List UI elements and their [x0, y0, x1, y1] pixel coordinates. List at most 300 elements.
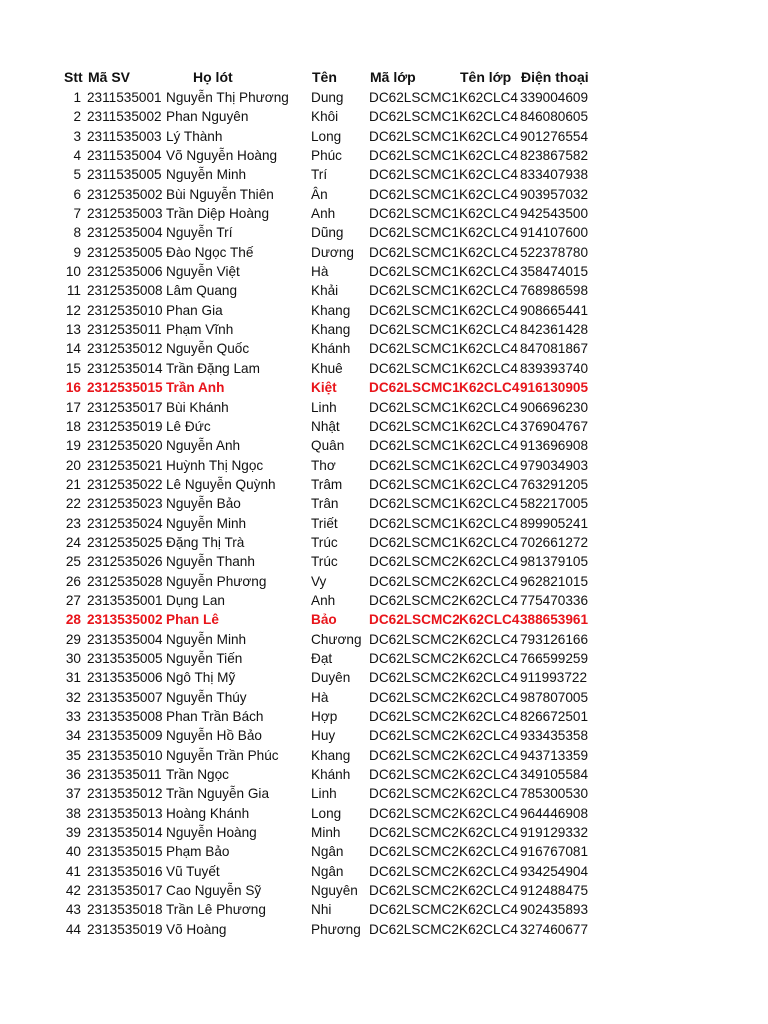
cell-ma-lop: DC62LSCMC2 — [369, 921, 459, 937]
cell-stt: 36 — [65, 767, 81, 783]
cell-stt: 42 — [65, 883, 81, 899]
cell-stt: 3 — [73, 128, 81, 144]
cell-stt: 23 — [65, 515, 81, 531]
cell-ten: Minh — [311, 825, 341, 841]
cell-ten: Anh — [311, 206, 336, 222]
cell-dien-thoai: 768986598 — [520, 283, 589, 299]
cell-ma-sv: 2313535006 — [87, 670, 163, 686]
cell-ma-lop: DC62LSCMC2 — [369, 689, 459, 705]
cell-ho-lot: Nguyễn Minh — [166, 515, 247, 531]
cell-dien-thoai: 979034903 — [520, 457, 589, 473]
cell-stt: 18 — [65, 418, 81, 434]
cell-ho-lot: Trần Ngọc — [166, 767, 229, 783]
cell-ten-lop: K62CLC4 — [459, 631, 518, 647]
cell-ho-lot: Nguyễn Thị Phương — [166, 90, 289, 105]
table-row — [58, 204, 618, 223]
cell-ten-lop: K62CLC4 — [459, 689, 518, 705]
cell-ma-lop: DC62LSCMC1 — [369, 380, 460, 396]
cell-ma-sv: 2312535025 — [87, 534, 163, 550]
cell-ten-lop: K62CLC4 — [459, 90, 518, 105]
cell-ten-lop: K62CLC4 — [459, 825, 518, 841]
cell-ma-lop: DC62LSCMC1 — [369, 438, 459, 454]
cell-dien-thoai: 919129332 — [520, 825, 589, 841]
cell-ten: Linh — [311, 399, 337, 415]
cell-ma-lop: DC62LSCMC1 — [369, 264, 459, 280]
cell-ma-lop: DC62LSCMC1 — [369, 399, 459, 415]
cell-stt: 1 — [73, 90, 81, 105]
cell-stt: 27 — [65, 592, 81, 608]
table-row — [58, 262, 618, 281]
cell-ten: Duyên — [311, 670, 351, 686]
cell-ten-lop: K62CLC4 — [459, 534, 518, 550]
cell-ma-lop: DC62LSCMC2 — [369, 554, 459, 570]
cell-ten-lop: K62CLC4 — [459, 476, 518, 492]
cell-ten-lop: K62CLC4 — [459, 496, 518, 512]
cell-stt: 41 — [65, 863, 81, 879]
cell-ten-lop: K62CLC4 — [459, 148, 518, 164]
table-header — [58, 66, 618, 88]
cell-stt: 32 — [65, 689, 81, 705]
cell-stt: 19 — [65, 438, 81, 454]
cell-ten: Khang — [311, 302, 351, 318]
cell-ten: Vy — [311, 573, 327, 589]
cell-dien-thoai: 339004609 — [520, 90, 589, 105]
cell-dien-thoai: 702661272 — [520, 534, 589, 550]
cell-ma-sv: 2312535004 — [87, 225, 163, 241]
cell-stt: 12 — [65, 302, 81, 318]
table-row — [58, 688, 618, 707]
cell-stt: 40 — [65, 844, 81, 860]
cell-stt: 4 — [73, 148, 81, 164]
cell-ma-lop: DC62LSCMC2 — [369, 902, 459, 918]
cell-ten: Trâm — [311, 476, 343, 492]
cell-stt: 7 — [73, 206, 81, 222]
cell-ten-lop: K62CLC4 — [459, 109, 518, 125]
cell-dien-thoai: 775470336 — [520, 592, 589, 608]
cell-ho-lot: Đào Ngọc Thế — [166, 244, 254, 260]
cell-ten-lop: K62CLC4 — [459, 650, 518, 666]
cell-dien-thoai: 847081867 — [520, 341, 589, 357]
cell-dien-thoai: 846080605 — [520, 109, 589, 125]
cell-ten: Khánh — [311, 341, 351, 357]
cell-dien-thoai: 911993722 — [520, 670, 588, 686]
cell-ma-lop: DC62LSCMC2 — [369, 883, 459, 899]
cell-ten-lop: K62CLC4 — [459, 747, 518, 763]
cell-ma-sv: 2312535002 — [87, 186, 163, 202]
cell-dien-thoai: 358474015 — [520, 264, 589, 280]
cell-ten: Hà — [311, 264, 329, 280]
cell-dien-thoai: 901276554 — [520, 128, 589, 144]
cell-stt: 16 — [65, 380, 81, 396]
cell-ten: Ngân — [311, 844, 344, 860]
cell-ma-lop: DC62LSCMC1 — [369, 167, 459, 183]
cell-ho-lot: Bùi Nguyễn Thiên — [166, 186, 274, 202]
cell-ma-sv: 2312535021 — [87, 457, 163, 473]
table-row — [58, 281, 618, 300]
cell-ma-lop: DC62LSCMC2 — [369, 670, 459, 686]
cell-ten: Bảo — [311, 612, 337, 628]
cell-ho-lot: Lê Đức — [166, 418, 211, 434]
cell-ho-lot: Nguyễn Phương — [166, 573, 267, 589]
header-ma-lop: Mã lớp — [370, 69, 416, 85]
cell-ma-sv: 2312535023 — [87, 496, 163, 512]
table-body — [58, 88, 618, 939]
cell-ho-lot: Nguyễn Hồ Bảo — [166, 728, 262, 744]
cell-ten: Trúc — [311, 554, 338, 570]
cell-dien-thoai: 916130905 — [520, 380, 589, 396]
table-row — [58, 552, 618, 571]
cell-stt: 24 — [65, 534, 81, 550]
cell-ten-lop: K62CLC4 — [459, 360, 518, 376]
cell-stt: 35 — [65, 747, 81, 763]
cell-ten-lop: K62CLC4 — [459, 302, 518, 318]
cell-ho-lot: Hoàng Khánh — [166, 805, 250, 821]
cell-ho-lot: Nguyễn Minh — [166, 631, 247, 647]
cell-ten: Quân — [311, 438, 345, 454]
cell-ma-lop: DC62LSCMC1 — [369, 476, 459, 492]
cell-ten: Nhi — [311, 902, 332, 918]
cell-ho-lot: Huỳnh Thị Ngọc — [166, 457, 264, 473]
cell-ten-lop: K62CLC4 — [459, 264, 518, 280]
cell-stt: 38 — [65, 805, 81, 821]
cell-ma-sv: 2312535026 — [87, 554, 163, 570]
cell-dien-thoai: 964446908 — [520, 805, 589, 821]
cell-ho-lot: Dụng Lan — [166, 592, 225, 608]
cell-stt: 21 — [65, 476, 81, 492]
cell-ten: Chương — [311, 631, 362, 647]
header-ten: Tên — [312, 69, 337, 85]
cell-ma-sv: 2311535001 — [87, 90, 162, 105]
cell-ma-sv: 2311535003 — [87, 128, 162, 144]
cell-ten: Hà — [311, 689, 329, 705]
cell-ho-lot: Lý Thành — [166, 128, 223, 144]
cell-ho-lot: Phan Nguyên — [166, 109, 249, 125]
table-row — [58, 301, 618, 320]
cell-ten-lop: K62CLC4 — [459, 573, 518, 589]
header-stt: Stt — [64, 69, 83, 85]
cell-ma-sv: 2313535002 — [87, 612, 163, 628]
table-row — [58, 630, 618, 649]
cell-ten: Ân — [311, 186, 328, 202]
cell-ho-lot: Phạm Bảo — [166, 844, 230, 860]
cell-ma-sv: 2313535011 — [87, 767, 162, 783]
cell-ten-lop: K62CLC4 — [459, 225, 518, 241]
table-row — [58, 591, 618, 610]
cell-ma-sv: 2313535005 — [87, 650, 163, 666]
cell-dien-thoai: 908665441 — [520, 302, 589, 318]
cell-ten: Khôi — [311, 109, 339, 125]
cell-ma-sv: 2311535004 — [87, 148, 162, 164]
cell-stt: 8 — [73, 225, 81, 241]
cell-ho-lot: Trần Nguyễn Gia — [166, 786, 270, 802]
cell-ma-sv: 2312535012 — [87, 341, 163, 357]
cell-stt: 26 — [65, 573, 81, 589]
table-row — [58, 707, 618, 726]
cell-dien-thoai: 912488475 — [520, 883, 589, 899]
cell-ten: Long — [311, 128, 342, 144]
table-row — [58, 339, 618, 358]
cell-ho-lot: Trần Lê Phương — [166, 902, 266, 918]
cell-ma-lop: DC62LSCMC1 — [369, 515, 459, 531]
cell-stt: 17 — [65, 399, 81, 415]
cell-stt: 13 — [65, 322, 81, 338]
cell-stt: 33 — [65, 709, 81, 724]
cell-ten: Triết — [311, 515, 338, 531]
cell-ten: Nhật — [311, 418, 340, 434]
cell-dien-thoai: 899905241 — [520, 515, 589, 531]
cell-ma-lop: DC62LSCMC1 — [369, 418, 459, 434]
cell-ten: Phúc — [311, 148, 342, 164]
cell-ma-lop: DC62LSCMC1 — [369, 322, 459, 338]
cell-stt: 28 — [65, 612, 81, 628]
cell-ten: Dung — [311, 90, 344, 105]
cell-ten: Dũng — [311, 225, 344, 241]
cell-ten-lop: K62CLC4 — [459, 322, 518, 338]
cell-dien-thoai: 842361428 — [520, 322, 589, 338]
cell-ho-lot: Vũ Tuyết — [166, 863, 220, 879]
table-row — [58, 185, 618, 204]
cell-ten-lop: K62CLC4 — [459, 883, 518, 899]
cell-dien-thoai: 987807005 — [520, 689, 589, 705]
cell-stt: 22 — [65, 496, 81, 512]
table-row — [58, 842, 618, 861]
cell-dien-thoai: 962821015 — [520, 573, 589, 589]
cell-ten: Hợp — [311, 709, 338, 724]
cell-ma-sv: 2312535014 — [87, 360, 163, 376]
cell-dien-thoai: 914107600 — [520, 225, 589, 241]
cell-ten-lop: K62CLC4 — [459, 863, 518, 879]
cell-ten: Trân — [311, 496, 339, 512]
cell-ma-sv: 2312535011 — [87, 322, 162, 338]
table-row — [58, 514, 618, 533]
cell-ten: Thơ — [311, 457, 336, 473]
table-row — [58, 146, 618, 165]
table-row — [58, 494, 618, 513]
cell-ma-sv: 2313535013 — [87, 805, 163, 821]
cell-dien-thoai: 981379105 — [520, 554, 589, 570]
table-row — [58, 610, 618, 629]
table-row — [58, 823, 618, 842]
cell-ho-lot: Nguyễn Bảo — [166, 496, 241, 512]
cell-dien-thoai: 913696908 — [520, 438, 589, 454]
cell-ten-lop: K62CLC4 — [459, 805, 518, 821]
cell-ma-lop: DC62LSCMC1 — [369, 244, 459, 260]
cell-ho-lot: Nguyễn Việt — [166, 264, 240, 280]
cell-dien-thoai: 823867582 — [520, 148, 589, 164]
table-row — [58, 765, 618, 784]
table-row — [58, 359, 618, 378]
table-row — [58, 127, 618, 146]
cell-dien-thoai: 933435358 — [520, 728, 589, 744]
table-row — [58, 475, 618, 494]
cell-stt: 10 — [65, 264, 81, 280]
table-row — [58, 668, 618, 687]
cell-ma-sv: 2313535007 — [87, 689, 163, 705]
cell-ten: Khang — [311, 322, 351, 338]
cell-ho-lot: Lâm Quang — [166, 283, 238, 299]
cell-stt: 37 — [65, 786, 81, 802]
cell-ma-sv: 2312535006 — [87, 264, 163, 280]
cell-ma-lop: DC62LSCMC2 — [369, 650, 459, 666]
cell-ma-lop: DC62LSCMC1 — [369, 302, 459, 318]
cell-dien-thoai: 902435893 — [520, 902, 589, 918]
cell-ma-lop: DC62LSCMC1 — [369, 341, 459, 357]
cell-ho-lot: Phan Trần Bách — [166, 709, 264, 724]
cell-ma-lop: DC62LSCMC1 — [369, 186, 459, 202]
table-row — [58, 862, 618, 881]
cell-ma-lop: DC62LSCMC2 — [369, 747, 459, 763]
cell-ten-lop: K62CLC4 — [459, 709, 518, 724]
table-row — [58, 165, 618, 184]
cell-ma-lop: DC62LSCMC2 — [369, 805, 459, 821]
table-row — [58, 320, 618, 339]
cell-ma-sv: 2313535012 — [87, 786, 163, 802]
header-ma-sv: Mã SV — [88, 69, 131, 85]
cell-ma-sv: 2312535003 — [87, 206, 163, 222]
cell-ten-lop: K62CLC4 — [459, 767, 518, 783]
cell-ten: Linh — [311, 786, 337, 802]
table-row — [58, 456, 618, 475]
cell-ma-lop: DC62LSCMC1 — [369, 360, 459, 376]
cell-ma-sv: 2312535022 — [87, 476, 163, 492]
cell-ho-lot: Đặng Thị Trà — [166, 534, 245, 550]
cell-ten-lop: K62CLC4 — [459, 206, 518, 222]
cell-stt: 44 — [65, 921, 81, 937]
student-table — [58, 66, 618, 939]
cell-ma-sv: 2313535010 — [87, 747, 163, 763]
cell-ma-sv: 2313535001 — [87, 592, 163, 608]
cell-ho-lot: Bùi Khánh — [166, 399, 229, 415]
cell-stt: 6 — [73, 186, 81, 202]
cell-stt: 15 — [65, 360, 81, 376]
cell-dien-thoai: 839393740 — [520, 360, 589, 376]
cell-ten-lop: K62CLC4 — [459, 902, 518, 918]
cell-dien-thoai: 327460677 — [520, 921, 589, 937]
cell-dien-thoai: 943713359 — [520, 747, 589, 763]
table-row — [58, 398, 618, 417]
cell-ten: Khải — [311, 283, 339, 299]
cell-ten-lop: K62CLC4 — [459, 128, 518, 144]
table-row — [58, 533, 618, 552]
cell-dien-thoai: 903957032 — [520, 186, 589, 202]
cell-ho-lot: Trần Anh — [166, 380, 225, 396]
cell-ma-sv: 2313535014 — [87, 825, 163, 841]
cell-ma-lop: DC62LSCMC1 — [369, 128, 459, 144]
cell-ten: Long — [311, 805, 342, 821]
cell-ma-sv: 2312535020 — [87, 438, 163, 454]
cell-ma-sv: 2313535008 — [87, 709, 163, 724]
cell-ten: Anh — [311, 592, 336, 608]
cell-stt: 11 — [66, 283, 81, 299]
cell-ten-lop: K62CLC4 — [459, 167, 518, 183]
cell-ten: Trí — [311, 167, 328, 183]
cell-ma-sv: 2312535005 — [87, 244, 163, 260]
cell-ho-lot: Phan Gia — [166, 302, 223, 318]
cell-ten-lop: K62CLC4 — [459, 457, 518, 473]
cell-stt: 30 — [65, 650, 81, 666]
cell-ten-lop: K62CLC4 — [459, 418, 518, 434]
table-row — [58, 243, 618, 262]
cell-dien-thoai: 833407938 — [520, 167, 589, 183]
cell-ten-lop: K62CLC4 — [459, 186, 518, 202]
cell-ma-sv: 2312535008 — [87, 283, 163, 299]
cell-ma-lop: DC62LSCMC2 — [369, 767, 459, 783]
cell-ma-sv: 2313535016 — [87, 863, 163, 879]
cell-stt: 2 — [73, 109, 81, 125]
cell-stt: 25 — [65, 554, 81, 570]
cell-ma-sv: 2313535015 — [87, 844, 163, 860]
cell-dien-thoai: 376904767 — [520, 418, 589, 434]
cell-dien-thoai: 785300530 — [520, 786, 589, 802]
cell-ten-lop: K62CLC4 — [459, 399, 518, 415]
cell-stt: 14 — [65, 341, 81, 357]
cell-stt: 34 — [65, 728, 81, 744]
cell-ten-lop: K62CLC4 — [459, 921, 518, 937]
cell-ten-lop: K62CLC4 — [459, 670, 518, 686]
cell-ten: Kiệt — [311, 380, 337, 396]
cell-ma-lop: DC62LSCMC2 — [369, 844, 459, 860]
cell-ma-sv: 2312535015 — [87, 380, 163, 396]
cell-dien-thoai: 906696230 — [520, 399, 589, 415]
header-ho-lot: Họ lót — [193, 69, 233, 85]
cell-dien-thoai: 826672501 — [520, 709, 589, 724]
table-row — [58, 784, 618, 803]
cell-dien-thoai: 934254904 — [520, 863, 589, 879]
cell-ma-lop: DC62LSCMC1 — [369, 534, 459, 550]
cell-ten: Ngân — [311, 863, 344, 879]
cell-dien-thoai: 388653961 — [520, 612, 589, 628]
cell-ten: Khánh — [311, 767, 351, 783]
cell-ten: Khang — [311, 747, 351, 763]
cell-ma-sv: 2313535017 — [87, 883, 163, 899]
cell-ten: Đạt — [311, 650, 333, 666]
cell-ten: Dương — [311, 244, 354, 260]
cell-stt: 39 — [65, 825, 81, 841]
cell-ten: Huy — [311, 728, 336, 744]
cell-ten-lop: K62CLC4 — [459, 515, 518, 531]
cell-ma-lop: DC62LSCMC1 — [369, 225, 459, 241]
cell-ten-lop: K62CLC4 — [459, 341, 518, 357]
table-row — [58, 881, 618, 900]
table-row — [58, 378, 618, 397]
cell-ho-lot: Nguyễn Tiến — [166, 650, 243, 666]
cell-ho-lot: Phan Lê — [166, 612, 219, 628]
cell-ten-lop: K62CLC4 — [459, 592, 518, 608]
cell-dien-thoai: 766599259 — [520, 650, 589, 666]
cell-ho-lot: Ngô Thị Mỹ — [166, 670, 236, 686]
cell-ten-lop: K62CLC4 — [459, 554, 518, 570]
cell-ten-lop: K62CLC4 — [459, 438, 518, 454]
cell-ma-lop: DC62LSCMC1 — [369, 148, 459, 164]
cell-ho-lot: Nguyễn Trần Phúc — [166, 747, 279, 763]
cell-ho-lot: Võ Nguyễn Hoàng — [166, 148, 278, 164]
table-row — [58, 436, 618, 455]
cell-ho-lot: Nguyễn Thúy — [166, 689, 247, 705]
cell-stt: 29 — [65, 631, 81, 647]
cell-ma-sv: 2313535009 — [87, 728, 163, 744]
cell-ten: Khuê — [311, 360, 343, 376]
table-row — [58, 223, 618, 242]
cell-ho-lot: Nguyễn Trí — [166, 225, 233, 241]
cell-ma-lop: DC62LSCMC1 — [369, 109, 459, 125]
cell-ma-lop: DC62LSCMC1 — [369, 496, 459, 512]
cell-dien-thoai: 793126166 — [520, 631, 589, 647]
cell-ma-lop: DC62LSCMC1 — [369, 283, 459, 299]
cell-dien-thoai: 582217005 — [520, 496, 589, 512]
cell-ma-sv: 2313535018 — [87, 902, 163, 918]
cell-ho-lot: Nguyễn Quốc — [166, 341, 250, 357]
cell-ma-lop: DC62LSCMC1 — [369, 457, 459, 473]
